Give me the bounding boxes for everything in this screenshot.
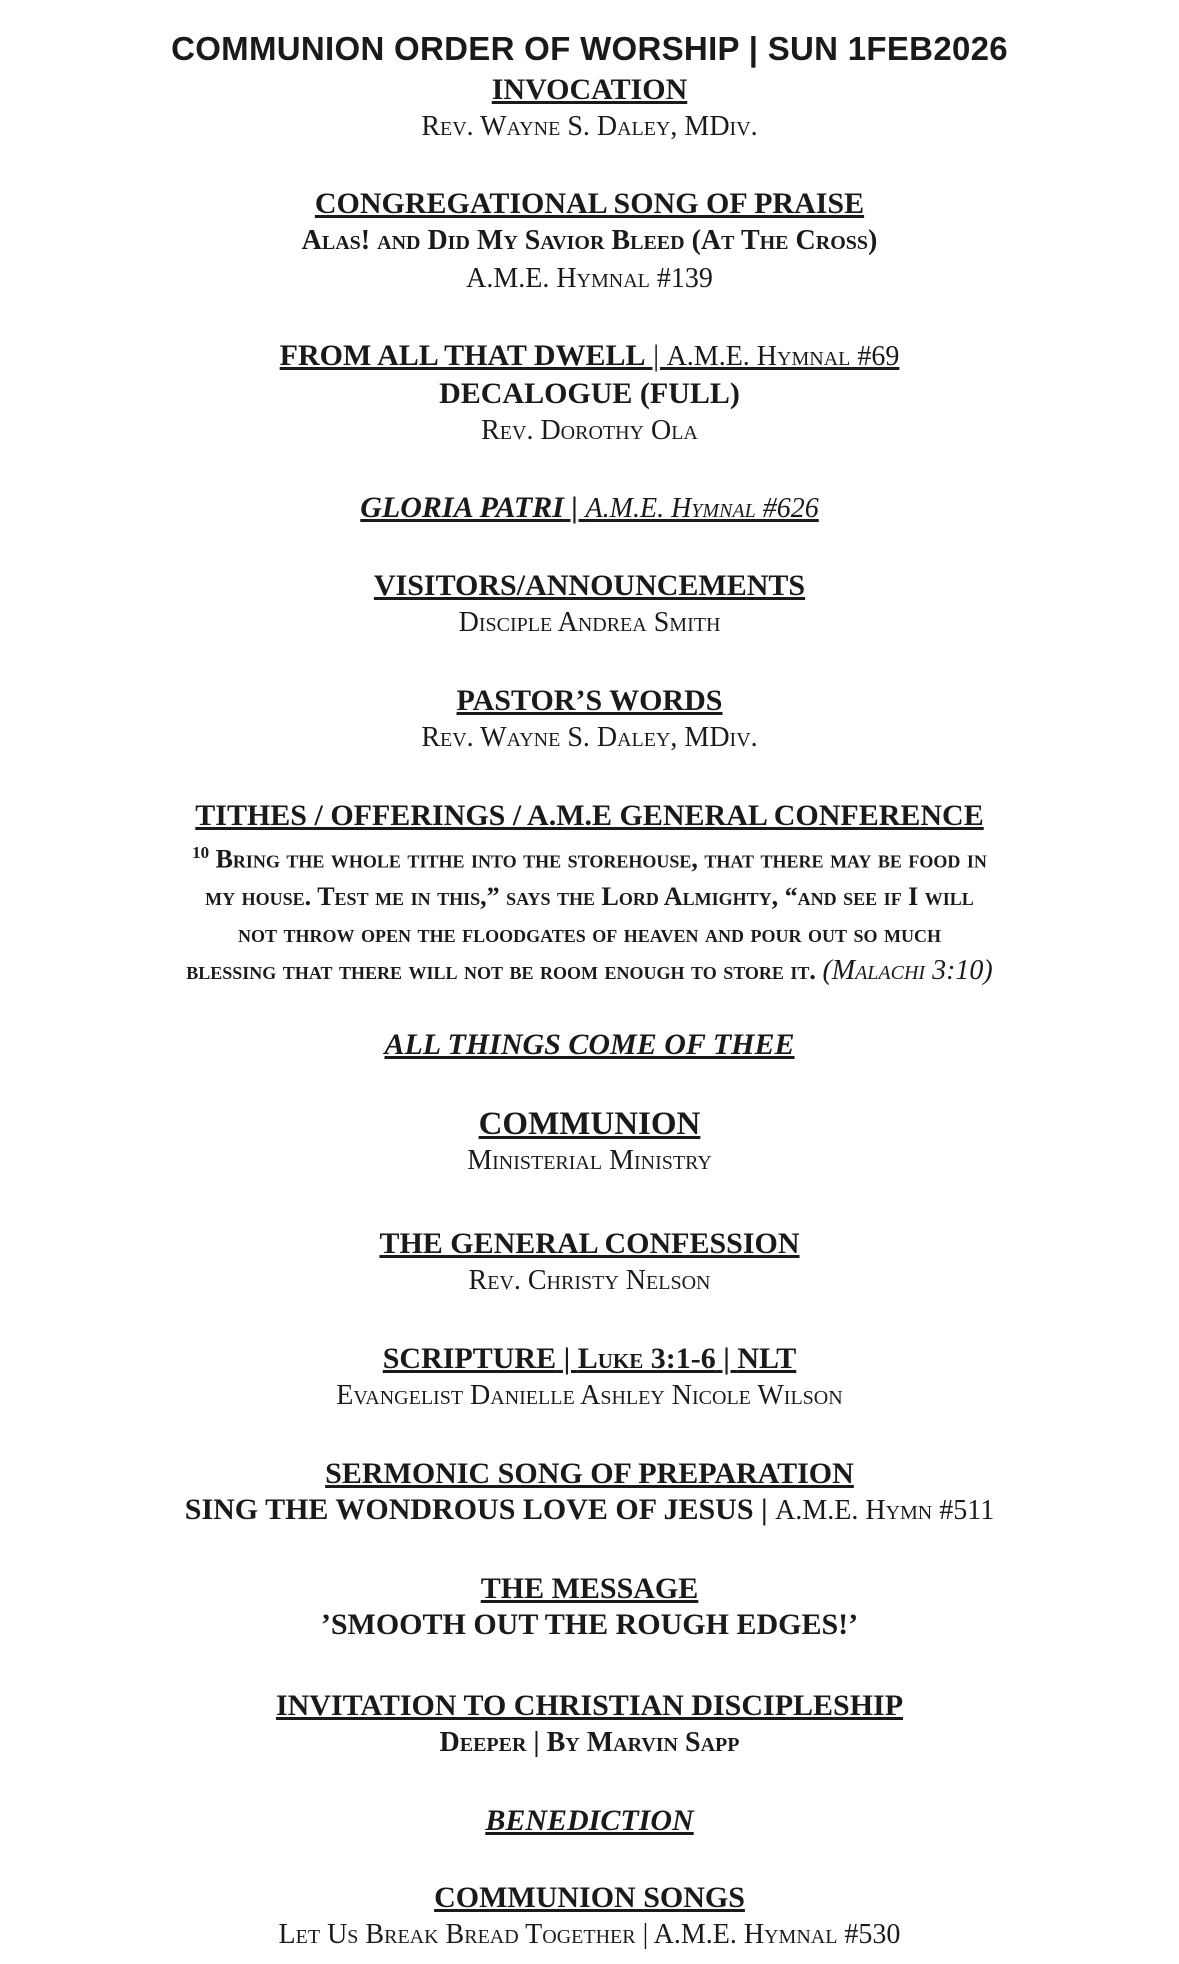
all-things-heading: ALL THINGS COME OF THEE — [384, 1028, 795, 1061]
gloria-hymn: A.M.E. Hymnal #626 — [585, 493, 819, 524]
verse-text-1: Bring the whole tithe into the storehouse, that there may be food in — [215, 844, 987, 874]
praise-song: Alas! and Did My Savior Bleed (At The Cross) — [301, 225, 878, 256]
section-gloria-patri — [0, 490, 1179, 528]
dwell-heading: FROM ALL THAT DWELL — [279, 339, 646, 372]
verse-line-3: not throw open the floodgates of heaven and pour out so much — [238, 918, 941, 948]
pastor-leader: Rev. Wayne S. Daley, MDiv. — [421, 722, 758, 753]
section-general-confession — [0, 1226, 1179, 1300]
communion-heading: COMMUNION — [478, 1106, 701, 1142]
verse-number: 10 — [192, 843, 210, 862]
section-sermonic-song — [0, 1456, 1179, 1530]
invitation-heading: INVITATION TO CHRISTIAN DISCIPLESHIP — [275, 1689, 904, 1722]
scripture-sep-2: | — [715, 1342, 738, 1375]
invocation-heading: INVOCATION — [491, 73, 688, 106]
scripture-sep-1: | — [556, 1342, 578, 1375]
page-title: COMMUNION ORDER OF WORSHIP | SUN 1FEB2026 — [171, 30, 1008, 67]
visitors-leader: Disciple Andrea Smith — [458, 607, 721, 638]
scripture-book: Luke 3:1-6 — [577, 1342, 716, 1375]
communion-song-title: Let Us Break Bread Together — [278, 1919, 636, 1950]
dwell-hymn: A.M.E. Hymnal #69 — [666, 341, 900, 372]
dwell-separator: | — [645, 339, 667, 372]
section-visitors — [0, 568, 1179, 642]
section-benediction — [0, 1803, 1179, 1839]
gloria-separator: | — [563, 491, 586, 524]
section-pastors-words — [0, 683, 1179, 757]
sermonic-heading: SERMONIC SONG OF PREPARATION — [325, 1457, 854, 1490]
benediction-heading: BENEDICTION — [485, 1804, 694, 1837]
section-from-all-that-dwell — [0, 338, 1179, 450]
verse-citation: (Malachi 3:10) — [822, 954, 993, 986]
scripture-reader: Evangelist Danielle Ashley Nicole Wilson — [336, 1380, 843, 1411]
decalogue-heading: DECALOGUE (FULL) — [439, 377, 740, 410]
communion-song-hymn: A.M.E. Hymnal #530 — [653, 1919, 901, 1950]
sermonic-song: SING THE WONDROUS LOVE OF JESUS — [184, 1493, 754, 1526]
invitation-song: Deeper | By Marvin Sapp — [439, 1727, 740, 1758]
invocation-leader: Rev. Wayne S. Daley, MDiv. — [421, 111, 758, 142]
gloria-line — [0, 490, 1179, 528]
confession-leader: Rev. Christy Nelson — [468, 1265, 711, 1296]
dwell-line — [0, 338, 1179, 376]
section-tithes — [0, 798, 1179, 989]
section-song-of-praise — [0, 186, 1179, 298]
communion-leader: Ministerial Ministry — [467, 1145, 712, 1176]
scripture-version: NLT — [737, 1342, 797, 1375]
decalogue-leader: Rev. Dorothy Ola — [481, 415, 698, 446]
sermonic-separator: | — [753, 1493, 776, 1526]
verse-line-1 — [80, 834, 1100, 878]
section-invitation — [0, 1688, 1179, 1762]
verse-text-4: blessing that there will not be room enough to store it. — [186, 955, 816, 985]
communion-songs-heading: COMMUNION SONGS — [434, 1881, 745, 1914]
visitors-heading: VISITORS/ANNOUNCEMENTS — [373, 569, 806, 602]
pastor-heading: PASTOR’S WORDS — [456, 684, 723, 717]
scripture-line — [0, 1341, 1179, 1377]
tithes-verse — [80, 834, 1100, 989]
gloria-heading: GLORIA PATRI — [360, 491, 564, 524]
section-communion-songs — [0, 1880, 1179, 1954]
section-scripture — [0, 1341, 1179, 1415]
tithes-heading: TITHES / OFFERINGS / A.M.E GENERAL CONFERENCE — [195, 799, 984, 832]
sermonic-hymn: A.M.E. Hymn #511 — [775, 1495, 995, 1526]
section-message — [0, 1571, 1179, 1643]
communion-songs-line — [0, 1916, 1179, 1954]
section-all-things — [0, 1027, 1179, 1063]
verse-line-2: my house. Test me in this,” says the Lord Almighty, “and see if I will — [205, 881, 974, 911]
verse-line-4 — [80, 952, 1100, 989]
confession-heading: THE GENERAL CONFESSION — [379, 1227, 800, 1260]
praise-hymn: A.M.E. Hymnal #139 — [466, 263, 713, 294]
scripture-heading: SCRIPTURE — [382, 1342, 557, 1375]
message-title: ’SMOOTH OUT THE ROUGH EDGES!’ — [320, 1608, 859, 1641]
message-heading: THE MESSAGE — [480, 1572, 699, 1605]
section-invocation — [0, 72, 1179, 146]
sermonic-song-line — [0, 1492, 1179, 1530]
section-communion — [0, 1106, 1179, 1180]
praise-heading: CONGREGATIONAL SONG OF PRAISE — [314, 187, 865, 220]
communion-song-separator: | — [635, 1919, 654, 1950]
